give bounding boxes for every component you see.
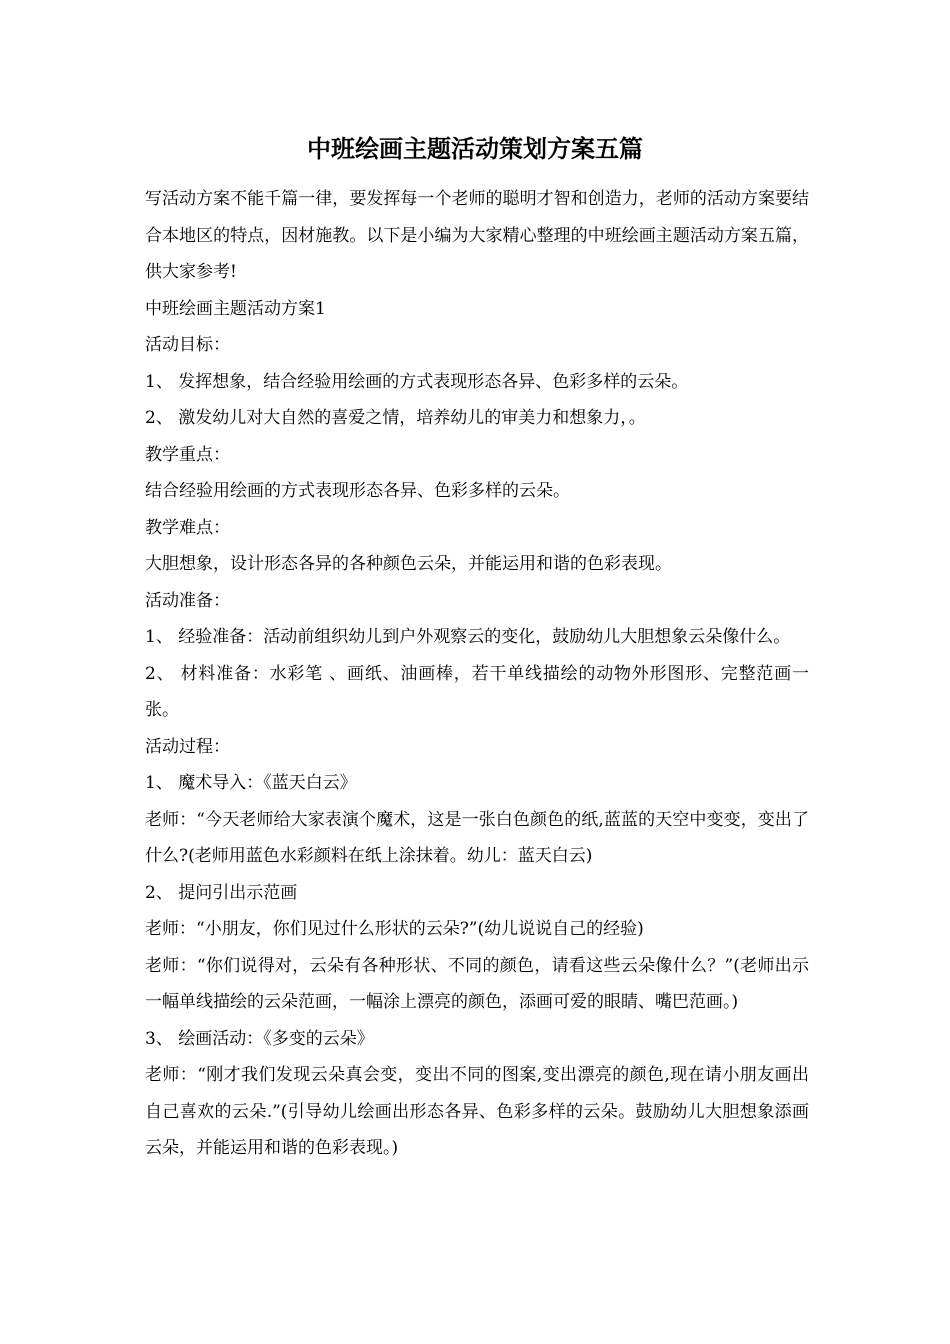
difficulties-text: 大胆想象，设计形态各异的各种颜色云朵，并能运用和谐的色彩表现。 xyxy=(145,554,672,574)
subheading-process: 活动过程： xyxy=(145,736,230,757)
process-step: 1、 魔术导入：《蓝天白云》 xyxy=(145,773,357,793)
preparation-item: 1、 经验准备：活动前组织幼儿到户外观察云的变化，鼓励幼儿大胆想象云朵像什么。 xyxy=(145,627,791,647)
teacher-dialogue: 老师：“小朋友，你们见过什么形状的云朵?”(幼儿说说自己的经验) xyxy=(145,919,644,939)
key-points-text: 结合经验用绘画的方式表现形态各异、色彩多样的云朵。 xyxy=(145,481,570,501)
teacher-dialogue: 老师：“今天老师给大家表演个魔术，这是一张白色颜色的纸,蓝蓝的天空中变变，变出了什么?(老师用蓝色水彩颜料在纸上涂抹着。幼儿：蓝天白云) xyxy=(145,809,809,866)
goal-item: 1、 发挥想象，结合经验用绘画的方式表现形态各异、色彩多样的云朵。 xyxy=(145,371,689,392)
subheading-preparation: 活动准备： xyxy=(145,590,230,611)
document-title: 中班绘画主题活动策划方案五篇 xyxy=(307,134,643,163)
intro-paragraph: 写活动方案不能千篇一律，要发挥每一个老师的聪明才智和创造力，老师的活动方案要结合本地区的特点，因材施教。以下是小编为大家精心整理的中班绘画主题活动方案五篇，供大家参考! xyxy=(145,189,809,282)
subheading-key-points: 教学重点： xyxy=(145,444,230,465)
subheading-goals: 活动目标： xyxy=(145,335,230,355)
process-step: 2、 提问引出示范画 xyxy=(145,882,298,903)
document-body xyxy=(145,181,809,1167)
process-step: 3、 绘画活动：《多变的云朵》 xyxy=(145,1028,374,1049)
subheading-difficulties: 教学难点： xyxy=(145,517,230,538)
preparation-item: 2、 材料准备：水彩笔 、画纸、油画棒，若干单线描绘的动物外形图形、完整范画一张。 xyxy=(145,663,809,720)
section-heading: 中班绘画主题活动方案1 xyxy=(145,298,326,319)
teacher-dialogue: 老师：“刚才我们发现云朵真会变，变出不同的图案,变出漂亮的颜色,现在请小朋友画出自己喜欢的云朵.”(引导幼儿绘画出形态各异、色彩多样的云朵。鼓励幼儿大胆想象添画云朵，并能运用和谐的色彩表现。) xyxy=(145,1065,809,1158)
goal-item: 2、 激发幼儿对大自然的喜爱之情，培养幼儿的审美力和想象力，。 xyxy=(145,408,646,428)
teacher-dialogue: 老师：“你们说得对，云朵有各种形状、不同的颜色，请看这些云朵像什么？”(老师出示一幅单线描绘的云朵范画，一幅涂上漂亮的颜色，添画可爱的眼睛、嘴巴范画。) xyxy=(145,955,809,1012)
